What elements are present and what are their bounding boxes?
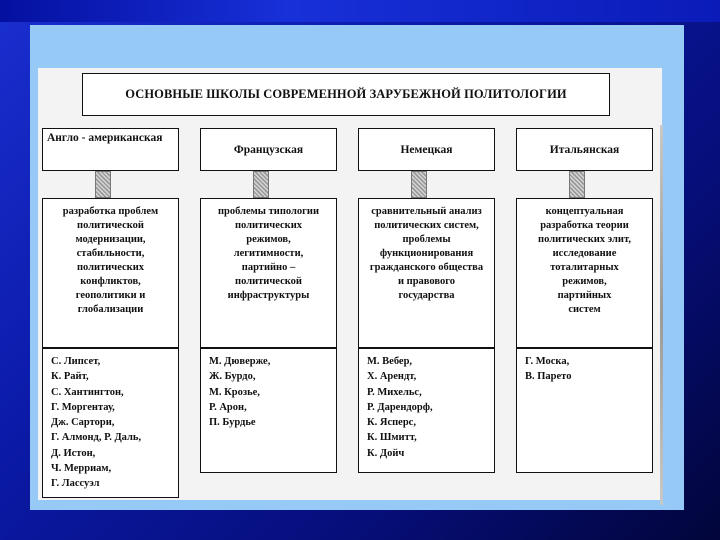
description-line: глобализации [77, 304, 144, 315]
scholar-name: Г. Моска, [525, 356, 570, 367]
scholar-name: С. Липсет, [51, 356, 101, 367]
description-line: модернизации, [75, 234, 146, 245]
scholar-name: Р. Арон, [209, 401, 247, 413]
school-description-italian [516, 198, 653, 348]
description-line: политических [234, 220, 303, 231]
scholar-name: М. Дюверже, [209, 356, 271, 367]
diagram-title-text: ОСНОВНЫЕ ШКОЛЫ СОВРЕМЕННОЙ ЗАРУБЕЖНОЙ ПОЛИТОЛОГИИ [125, 87, 567, 101]
school-name: Англо - американская [47, 132, 163, 144]
description-line: систем [568, 304, 601, 315]
description-line: стабильности, [76, 248, 145, 259]
connector [411, 171, 427, 198]
diagram-title [82, 73, 610, 116]
description-line: геополитики и [75, 290, 146, 301]
description-line: режимов, [562, 276, 607, 287]
school-scholars-german [358, 348, 495, 473]
school-description-french [200, 198, 337, 348]
scholar-name: К. Райт, [51, 371, 89, 383]
school-description-anglo-american [42, 198, 179, 348]
description-line: политических [76, 262, 145, 273]
school-header-anglo-american [42, 128, 179, 171]
scholar-name: К. Шмитт, [367, 432, 417, 444]
school-name: Французская [233, 143, 304, 156]
school-scholars-anglo-american [42, 348, 179, 498]
school-header-italian [516, 128, 653, 171]
description-line: режимов, [246, 234, 291, 245]
description-line: проблемы [402, 234, 451, 245]
description-line: партийно – [241, 262, 296, 273]
connector [253, 171, 269, 198]
description-line: разработка проблем [62, 206, 159, 217]
scholar-name: К. Дойч [367, 447, 405, 459]
scholar-name: В. Парето [525, 371, 572, 383]
school-scholars-french [200, 348, 337, 473]
school-header-french [200, 128, 337, 171]
scholar-name: К. Ясперс, [367, 417, 416, 429]
top-stripe [0, 0, 720, 22]
scholar-name: Д. Истон, [51, 447, 96, 459]
description-line: гражданского общества [369, 262, 484, 273]
scholar-name: Г. Лассуэл [51, 478, 100, 490]
description-line: легитимности, [233, 248, 304, 259]
description-line: исследование [552, 248, 617, 259]
scholar-name: Р. Дарендорф, [367, 401, 433, 413]
scan-edge-bar [660, 125, 663, 505]
scholar-name: Ч. Мерриам, [51, 463, 112, 475]
description-line: политической [235, 276, 302, 287]
description-line: политической [77, 220, 144, 231]
school-description-german [358, 198, 495, 348]
scholar-name: Дж. Сартори, [51, 417, 115, 429]
description-line: тоталитарных [550, 262, 619, 273]
scholar-name: Х. Арендт, [367, 371, 417, 383]
description-line: государства [398, 290, 455, 301]
description-line: партийных [557, 290, 612, 301]
scholar-name: С. Хантингтон, [51, 386, 124, 398]
school-name: Итальянская [549, 143, 620, 156]
scholar-name: Г. Моргентау, [51, 401, 115, 413]
description-line: функционирования [379, 248, 474, 259]
scholar-name: М. Крозье, [209, 386, 260, 398]
description-line: разработка теории [540, 220, 629, 231]
school-scholars-italian [516, 348, 653, 473]
connector [569, 171, 585, 198]
scholar-name: Р. Михельс, [367, 386, 422, 398]
description-line: сравнительный анализ [371, 206, 482, 217]
description-line: и правового [397, 276, 455, 287]
school-name: Немецкая [400, 143, 453, 156]
description-line: политических систем, [374, 220, 479, 231]
description-line: проблемы типологии [217, 206, 320, 217]
school-header-german [358, 128, 495, 171]
scholar-name: Г. Алмонд, Р. Даль, [51, 432, 142, 444]
description-line: инфраструктуры [227, 290, 310, 301]
description-line: политических элит, [538, 234, 631, 245]
scholar-name: Ж. Бурдо, [209, 371, 256, 383]
connector [95, 171, 111, 198]
scholar-name: М. Вебер, [367, 356, 413, 367]
description-line: концептуальная [545, 206, 624, 217]
scholar-name: П. Бурдье [209, 417, 256, 429]
description-line: конфликтов, [80, 276, 141, 287]
